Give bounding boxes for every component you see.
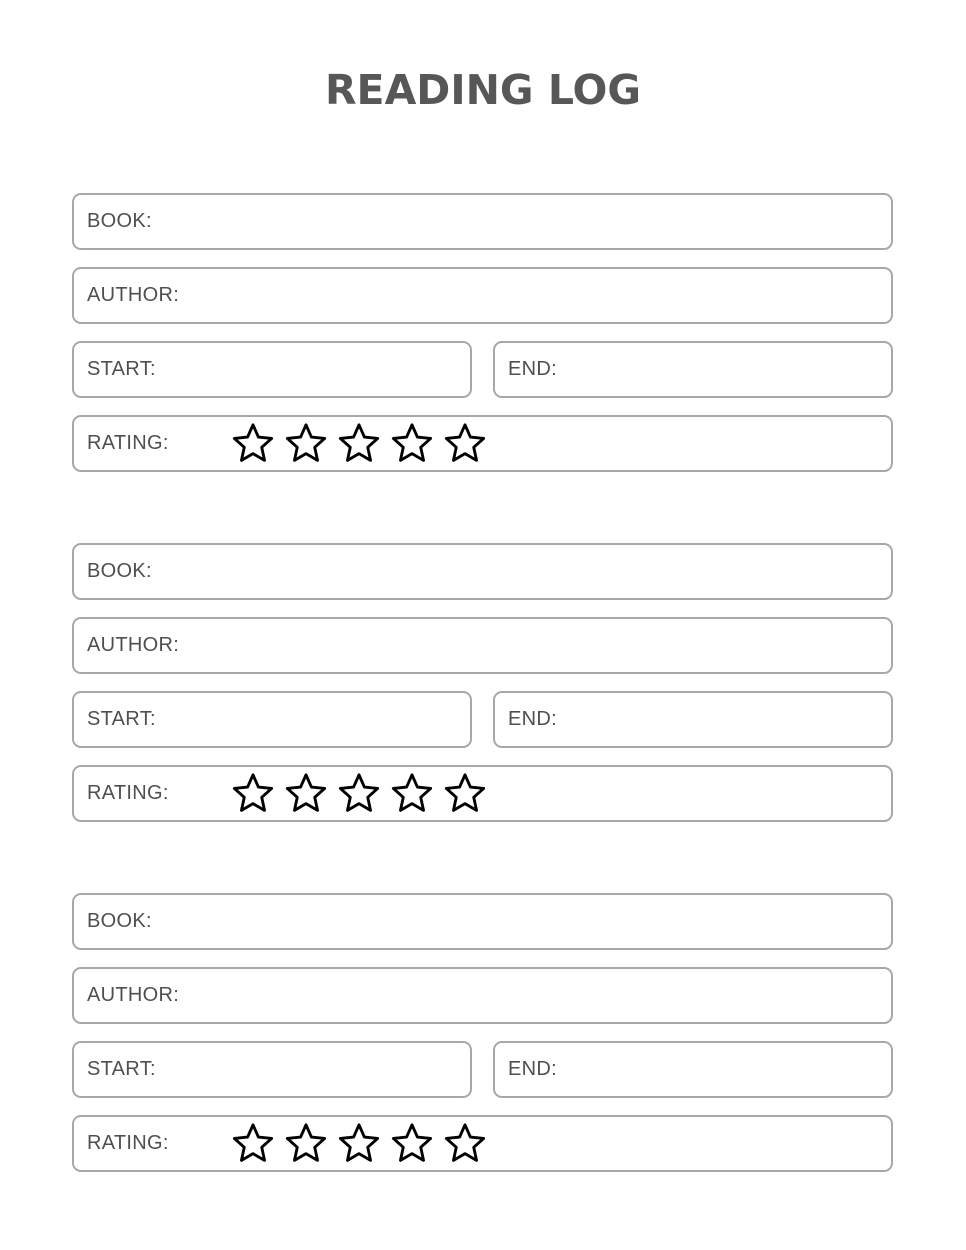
end-label: END: (508, 1058, 557, 1080)
star-outline-icon[interactable] (283, 1122, 329, 1166)
star-outline-icon[interactable] (389, 1122, 435, 1166)
book-field[interactable] (72, 543, 893, 600)
author-label: AUTHOR: (87, 284, 180, 306)
star-outline-icon[interactable] (230, 422, 276, 466)
star-outline-icon[interactable] (336, 1122, 382, 1166)
rating-stars (230, 1122, 488, 1166)
rating-label: RATING: (87, 782, 169, 804)
star-outline-icon[interactable] (442, 422, 488, 466)
book-label: BOOK: (87, 910, 152, 932)
end-label: END: (508, 708, 557, 730)
rating-field (72, 765, 893, 822)
author-field[interactable] (72, 617, 893, 674)
log-entry-2 (72, 543, 893, 822)
star-outline-icon[interactable] (336, 422, 382, 466)
star-outline-icon[interactable] (336, 772, 382, 816)
book-label: BOOK: (87, 560, 152, 582)
star-outline-icon[interactable] (230, 1122, 276, 1166)
start-date-field[interactable] (72, 691, 472, 748)
page-title: READING LOG (324, 66, 641, 114)
rating-field (72, 1115, 893, 1172)
rating-stars (230, 772, 488, 816)
star-outline-icon[interactable] (442, 772, 488, 816)
book-field[interactable] (72, 893, 893, 950)
start-label: START: (87, 358, 156, 380)
start-date-field[interactable] (72, 341, 472, 398)
log-entry-1 (72, 193, 893, 472)
end-date-field[interactable] (493, 341, 893, 398)
author-field[interactable] (72, 967, 893, 1024)
end-label: END: (508, 358, 557, 380)
star-outline-icon[interactable] (283, 772, 329, 816)
start-label: START: (87, 708, 156, 730)
rating-stars (230, 422, 488, 466)
start-date-field[interactable] (72, 1041, 472, 1098)
star-outline-icon[interactable] (230, 772, 276, 816)
end-date-field[interactable] (493, 691, 893, 748)
author-label: AUTHOR: (87, 634, 180, 656)
book-label: BOOK: (87, 210, 152, 232)
star-outline-icon[interactable] (389, 422, 435, 466)
star-outline-icon[interactable] (442, 1122, 488, 1166)
author-label: AUTHOR: (87, 984, 180, 1006)
rating-label: RATING: (87, 432, 169, 454)
rating-label: RATING: (87, 1132, 169, 1154)
author-field[interactable] (72, 267, 893, 324)
end-date-field[interactable] (493, 1041, 893, 1098)
rating-field (72, 415, 893, 472)
start-label: START: (87, 1058, 156, 1080)
book-field[interactable] (72, 193, 893, 250)
star-outline-icon[interactable] (389, 772, 435, 816)
log-entry-3 (72, 893, 893, 1172)
star-outline-icon[interactable] (283, 422, 329, 466)
